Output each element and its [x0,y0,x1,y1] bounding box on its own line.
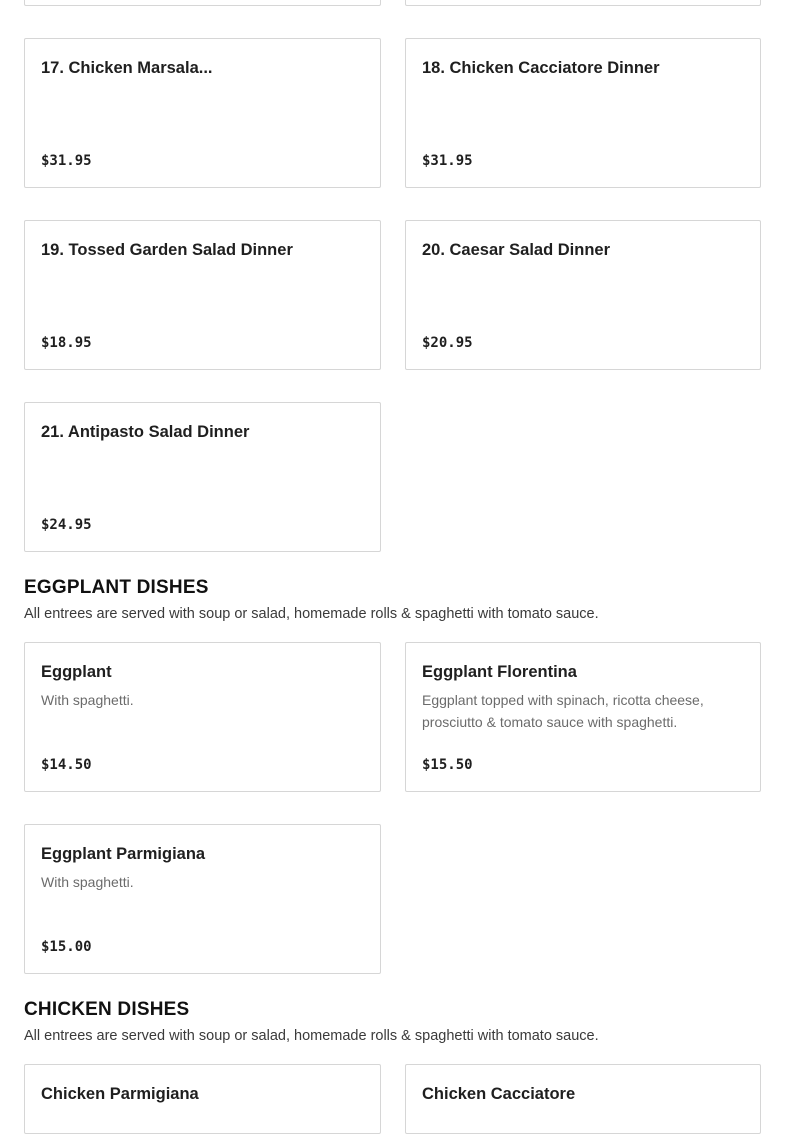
menu-item-name: 21. Antipasto Salad Dinner [41,423,250,441]
menu-item-card[interactable] [405,642,761,792]
section-subtitle: All entrees are served with soup or salad, homemade rolls & spaghetti with tomato sauce. [24,606,599,622]
menu-item-name: Eggplant Florentina [422,663,577,681]
menu-item-name: Chicken Cacciatore [422,1085,576,1103]
menu-item-card[interactable] [405,0,761,6]
menu-item-name: Chicken Parmigiana [41,1085,199,1103]
menu-item-card[interactable] [24,824,381,974]
menu-item-card[interactable] [24,1064,381,1134]
menu-item-card[interactable] [24,642,381,792]
menu-item-card[interactable] [24,220,381,370]
menu-item-name: 20. Caesar Salad Dinner [422,241,611,259]
menu-item-description: Eggplant topped with spinach, ricotta cheese, prosciutto & tomato sauce with spaghetti. [422,692,704,730]
menu-item-price: $24.95 [41,517,92,533]
menu-item-card[interactable] [405,1064,761,1134]
menu-item-card[interactable] [405,220,761,370]
menu-item-price: $20.95 [422,335,473,351]
menu-item-description: With spaghetti. [41,692,134,708]
menu-item-name: Eggplant Parmigiana [41,845,206,863]
menu-item-name: Eggplant [41,663,112,681]
menu-item-card[interactable] [405,38,761,188]
menu-item-name: 17. Chicken Marsala... [41,59,213,77]
menu-item-price: $18.95 [41,335,92,351]
menu-item-price: $31.95 [422,153,473,169]
menu-item-price: $14.50 [41,757,92,773]
section-subtitle: All entrees are served with soup or salad, homemade rolls & spaghetti with tomato sauce. [24,1028,599,1044]
menu-item-price: $31.95 [41,153,92,169]
menu-item-card[interactable] [24,0,381,6]
menu-item-card[interactable] [24,402,381,552]
menu-item-name: 18. Chicken Cacciatore Dinner [422,59,660,77]
section-title: EGGPLANT DISHES [24,577,209,598]
menu-item-name: 19. Tossed Garden Salad Dinner [41,241,293,259]
menu-item-description: With spaghetti. [41,874,134,890]
menu-item-price: $15.00 [41,939,92,955]
section-title: CHICKEN DISHES [24,999,190,1020]
menu-item-price: $15.50 [422,757,473,773]
menu-item-card[interactable] [24,38,381,188]
